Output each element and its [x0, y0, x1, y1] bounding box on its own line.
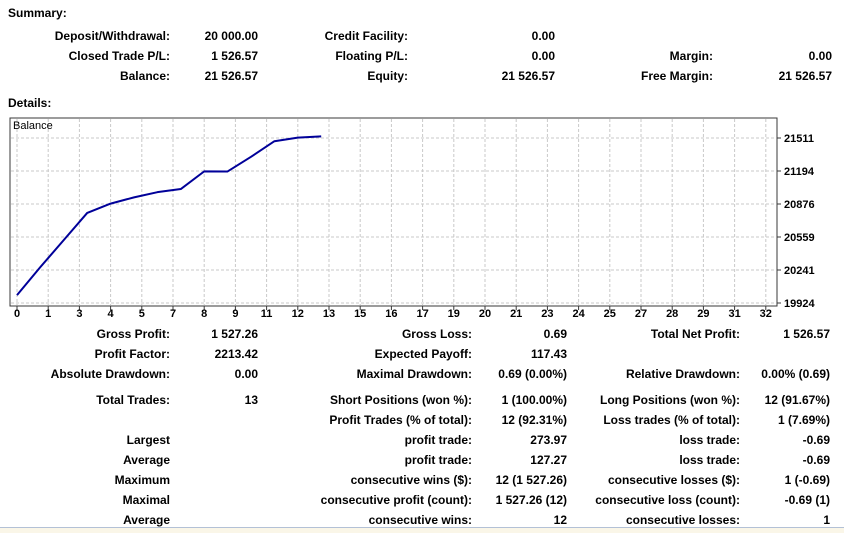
stat-value: 2213.42 — [214, 347, 258, 361]
stats-row — [0, 346, 844, 362]
stat-value: 0.69 — [543, 327, 567, 341]
svg-text:19: 19 — [447, 308, 460, 320]
stat-label: consecutive losses: — [625, 513, 740, 527]
stats-row — [0, 512, 844, 528]
summary-value: 21 526.57 — [778, 69, 832, 83]
stat-value: 1 527.26 — [211, 327, 258, 341]
stat-label: loss trade: — [679, 453, 740, 467]
svg-text:9: 9 — [232, 308, 239, 320]
stats-row — [0, 472, 844, 488]
stats-row — [0, 492, 844, 508]
chart-series-label: Balance — [13, 120, 53, 132]
svg-text:7: 7 — [169, 308, 177, 320]
summary-row — [0, 68, 844, 84]
stat-value: 1 (7.69%) — [777, 413, 830, 427]
stat-label: Maximal — [122, 493, 170, 507]
stat-label: Gross Profit: — [96, 327, 170, 341]
stat-value: 12 (91.67%) — [764, 393, 830, 407]
stat-label: Average — [123, 453, 170, 467]
stat-value: 12 — [553, 513, 567, 527]
stat-label: consecutive loss (count): — [595, 493, 740, 507]
stat-value: 0.00 — [234, 367, 258, 381]
svg-text:19924: 19924 — [784, 298, 815, 310]
summary-label: Margin: — [669, 49, 713, 63]
svg-text:11: 11 — [260, 308, 273, 320]
stat-label: Long Positions (won %): — [600, 393, 740, 407]
stat-value: 1 — [823, 513, 830, 527]
stat-label: consecutive wins: — [368, 513, 472, 527]
summary-label: Floating P/L: — [335, 49, 408, 63]
summary-row — [0, 48, 844, 64]
svg-text:0: 0 — [13, 308, 21, 320]
stat-label: Total Net Profit: — [650, 327, 740, 341]
stat-label: Gross Loss: — [401, 327, 472, 341]
balance-chart-panel — [0, 113, 844, 320]
stat-label: Profit Factor: — [94, 347, 170, 361]
svg-text:29: 29 — [697, 308, 710, 320]
stat-value: 117.43 — [530, 347, 567, 361]
svg-text:16: 16 — [385, 308, 398, 320]
svg-text:27: 27 — [634, 308, 648, 320]
summary-value: 21 526.57 — [204, 69, 258, 83]
svg-text:28: 28 — [666, 308, 679, 320]
stat-value: 1 526.57 — [783, 327, 830, 341]
svg-text:8: 8 — [201, 308, 208, 320]
stat-label: consecutive profit (count): — [320, 493, 472, 507]
stat-label: loss trade: — [679, 433, 740, 447]
summary-label: Equity: — [367, 69, 408, 83]
stats-row — [0, 392, 844, 408]
stat-label: Relative Drawdown: — [625, 367, 740, 381]
summary-value: 0.00 — [808, 49, 832, 63]
stat-value: 1 (-0.69) — [784, 473, 830, 487]
svg-text:12: 12 — [291, 308, 304, 320]
summary-value: 20 000.00 — [204, 29, 258, 43]
svg-text:21511: 21511 — [784, 133, 814, 145]
summary-value: 0.00 — [531, 49, 555, 63]
svg-text:32: 32 — [759, 308, 772, 320]
stat-label: Absolute Drawdown: — [50, 367, 170, 381]
stat-value: 1 527.26 (12) — [495, 493, 567, 507]
summary-label: Closed Trade P/L: — [68, 49, 170, 63]
svg-text:4: 4 — [107, 308, 114, 320]
next-panel-edge — [0, 527, 844, 533]
stat-label: profit trade: — [404, 453, 472, 467]
summary-label: Free Margin: — [640, 69, 713, 83]
stats-row — [0, 412, 844, 428]
stat-label: Largest — [126, 433, 170, 447]
stat-value: -0.69 — [802, 433, 830, 447]
stats-row — [0, 432, 844, 448]
stat-label: consecutive wins ($): — [350, 473, 472, 487]
stat-value: 12 (1 527.26) — [495, 473, 567, 487]
svg-text:21: 21 — [510, 308, 523, 320]
stat-value: 273.97 — [530, 433, 567, 447]
svg-text:15: 15 — [354, 308, 367, 320]
summary-value: 1 526.57 — [211, 49, 258, 63]
stats-row — [0, 452, 844, 468]
summary-value: 21 526.57 — [501, 69, 555, 83]
stat-label: Loss trades (% of total): — [603, 413, 740, 427]
stat-value: 127.27 — [530, 453, 567, 467]
svg-text:31: 31 — [728, 308, 741, 320]
stat-value: 12 (92.31%) — [501, 413, 567, 427]
stat-label: profit trade: — [404, 433, 472, 447]
stats-row — [0, 326, 844, 342]
stat-label: Short Positions (won %): — [330, 393, 472, 407]
summary-section-title: Summary: — [8, 6, 67, 20]
stat-value: 13 — [244, 393, 258, 407]
stat-label: Total Trades: — [96, 393, 170, 407]
svg-text:1: 1 — [45, 308, 52, 320]
stat-label: Expected Payoff: — [374, 347, 472, 361]
balance-line-chart — [0, 113, 844, 320]
svg-text:21194: 21194 — [784, 166, 814, 178]
stat-label: Maximum — [114, 473, 170, 487]
stat-label: consecutive losses ($): — [607, 473, 740, 487]
summary-label: Balance: — [119, 69, 170, 83]
stat-value: 0.00% (0.69) — [761, 367, 830, 381]
stat-label: Average — [123, 513, 170, 527]
summary-value: 0.00 — [531, 29, 555, 43]
summary-label: Deposit/Withdrawal: — [54, 29, 170, 43]
svg-text:13: 13 — [322, 308, 336, 320]
svg-text:20559: 20559 — [784, 232, 815, 244]
svg-text:24: 24 — [572, 308, 585, 320]
stat-value: -0.69 (1) — [784, 493, 830, 507]
details-section-title: Details: — [8, 96, 52, 110]
stat-label: Profit Trades (% of total): — [329, 413, 472, 427]
svg-text:20241: 20241 — [784, 265, 815, 277]
svg-text:20: 20 — [478, 308, 492, 320]
stat-value: -0.69 — [802, 453, 830, 467]
svg-text:23: 23 — [541, 308, 554, 320]
svg-text:25: 25 — [603, 308, 616, 320]
summary-row — [0, 28, 844, 44]
stat-label: Maximal Drawdown: — [356, 367, 472, 381]
svg-text:5: 5 — [138, 308, 145, 320]
svg-text:3: 3 — [76, 308, 83, 320]
svg-text:20876: 20876 — [784, 199, 815, 211]
stat-value: 0.69 (0.00%) — [498, 367, 567, 381]
svg-text:17: 17 — [416, 308, 429, 320]
stats-row — [0, 366, 844, 382]
stat-value: 1 (100.00%) — [501, 393, 567, 407]
summary-label: Credit Facility: — [324, 29, 408, 43]
